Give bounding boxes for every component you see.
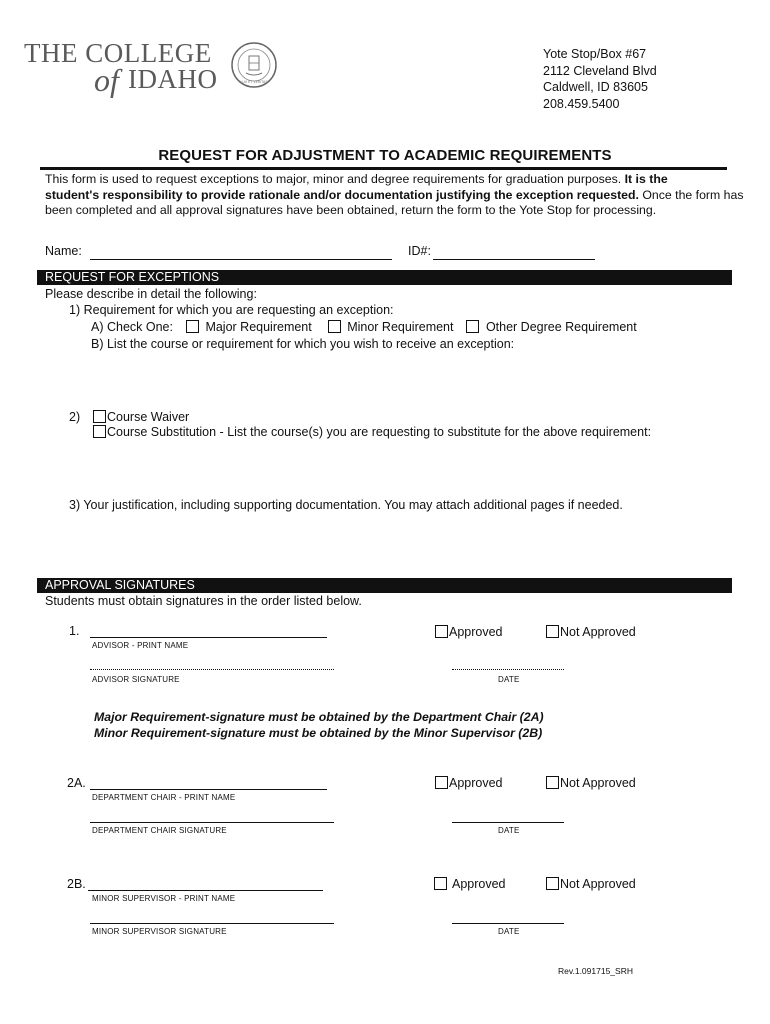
college-address (543, 46, 657, 112)
check-one-row (91, 320, 637, 334)
item-1-label: 1) Requirement for which you are requesting an exception: (69, 303, 394, 317)
item-2-number: 2) (69, 410, 81, 424)
intro-text-1: This form is used to request exceptions to major, minor and degree requirements for graduation purposes. (45, 172, 625, 186)
major-requirement-label: Major Requirement (205, 320, 312, 334)
college-logo (24, 38, 284, 98)
department-chair-date-field[interactable] (452, 810, 564, 823)
minor-requirement-checkbox[interactable] (328, 320, 341, 333)
department-chair-not-approved-checkbox[interactable] (546, 776, 559, 789)
name-label: Name: (45, 244, 82, 258)
logo-line-college: THE COLLEGE (24, 38, 212, 68)
title-divider (40, 167, 727, 170)
advisor-date-field[interactable] (452, 657, 564, 670)
item-2-response-area[interactable] (91, 442, 721, 492)
department-chair-print-name-field[interactable] (90, 776, 327, 790)
minor-supervisor-approved-option (434, 877, 506, 891)
other-degree-requirement-checkbox[interactable] (466, 320, 479, 333)
minor-supervisor-approved-checkbox[interactable] (434, 877, 447, 890)
major-requirement-note: Major Requirement-signature must be obtained by the Department Chair (2A) (94, 710, 544, 724)
major-requirement-checkbox[interactable] (186, 320, 199, 333)
department-chair-signature-field[interactable] (90, 810, 334, 823)
minor-supervisor-print-name-label: MINOR SUPERVISOR - PRINT NAME (92, 894, 236, 903)
intro-text-2: Once the form has (638, 187, 744, 202)
item-3-label: 3) Your justification, including supporting documentation. You may attach additional pages if needed. (69, 498, 623, 512)
address-line-1: Yote Stop/Box #67 (543, 47, 647, 61)
address-line-3: Caldwell, ID 83605 (543, 80, 648, 94)
intro-paragraph (45, 172, 744, 219)
intro-bold-1: It is the (624, 172, 668, 186)
revision-code: Rev.1.091715_SRH (558, 966, 633, 976)
department-chair-approved-checkbox[interactable] (435, 776, 448, 789)
minor-supervisor-not-approved-option (546, 877, 636, 891)
minor-supervisor-not-approved-checkbox[interactable] (546, 877, 559, 890)
advisor-not-approved-option (546, 625, 636, 639)
minor-supervisor-date-field[interactable] (452, 911, 564, 924)
minor-requirement-note: Minor Requirement-signature must be obtained by the Minor Supervisor (2B) (94, 726, 543, 740)
logo-of: of (94, 62, 119, 98)
advisor-approved-option (435, 625, 503, 639)
id-field[interactable] (433, 244, 595, 260)
minor-supervisor-signature-label: MINOR SUPERVISOR SIGNATURE (92, 927, 227, 936)
advisor-signature-field[interactable] (90, 657, 334, 670)
approved-label: Approved (449, 625, 503, 639)
not-approved-label: Not Approved (560, 625, 636, 639)
advisor-print-name-field[interactable] (90, 624, 327, 638)
course-substitution-row (93, 425, 651, 439)
course-waiver-checkbox[interactable] (93, 410, 106, 423)
address-line-4: 208.459.5400 (543, 96, 620, 111)
intro-bold-2: student's responsibility to provide rationale and/or documentation justifying the exception requested. (45, 187, 639, 202)
department-chair-date-label: DATE (498, 826, 520, 835)
item-1b-label: B) List the course or requirement for which you wish to receive an exception: (91, 337, 515, 351)
exceptions-section-header: REQUEST FOR EXCEPTIONS (37, 270, 732, 285)
item-3-response-area[interactable] (91, 515, 721, 570)
approval-instructions: Students must obtain signatures in the order listed below. (45, 594, 362, 608)
approved-label: Approved (452, 877, 506, 891)
name-field[interactable] (90, 244, 392, 260)
department-chair-number: 2A. (67, 776, 86, 790)
item-1b-response-area[interactable] (91, 354, 721, 402)
advisor-print-name-label: ADVISOR - PRINT NAME (92, 641, 189, 650)
course-waiver-label: Course Waiver (107, 410, 190, 424)
department-chair-not-approved-option (546, 776, 636, 790)
course-substitution-checkbox[interactable] (93, 425, 106, 438)
intro-text-3: been completed and all approval signatures have been obtained, return the form to the Yote Stop for processing. (45, 203, 657, 217)
department-chair-print-name-label: DEPARTMENT CHAIR - PRINT NAME (92, 793, 236, 802)
signature-note (94, 709, 544, 741)
approved-label: Approved (449, 776, 503, 790)
advisor-date-label: DATE (498, 675, 520, 684)
minor-supervisor-signature-field[interactable] (90, 911, 334, 924)
advisor-not-approved-checkbox[interactable] (546, 625, 559, 638)
form-title: REQUEST FOR ADJUSTMENT TO ACADEMIC REQUIREMENTS (158, 147, 612, 164)
check-one-label: A) Check One: (91, 320, 173, 334)
describe-instructions: Please describe in detail the following: (45, 287, 257, 301)
id-label: ID#: (408, 244, 431, 258)
other-degree-requirement-label: Other Degree Requirement (485, 320, 637, 334)
advisor-number: 1. (69, 624, 80, 638)
department-chair-approved-option (435, 776, 503, 790)
minor-supervisor-date-label: DATE (498, 927, 520, 936)
logo-idaho: IDAHO (128, 64, 218, 94)
not-approved-label: Not Approved (560, 776, 636, 790)
minor-requirement-label: Minor Requirement (347, 320, 454, 334)
svg-text:LUX ET VERITAS: LUX ET VERITAS (240, 80, 268, 84)
approval-section-header: APPROVAL SIGNATURES (37, 578, 732, 593)
course-substitution-label: Course Substitution - List the course(s) you are requesting to substitute for the above requirement: (107, 425, 652, 439)
advisor-approved-checkbox[interactable] (435, 625, 448, 638)
department-chair-signature-label: DEPARTMENT CHAIR SIGNATURE (92, 826, 227, 835)
college-seal-icon (230, 41, 278, 89)
advisor-signature-label: ADVISOR SIGNATURE (92, 675, 180, 684)
minor-supervisor-print-name-field[interactable] (88, 877, 323, 891)
address-line-2: 2112 Cleveland Blvd (543, 63, 657, 78)
not-approved-label: Not Approved (560, 877, 636, 891)
minor-supervisor-number: 2B. (67, 877, 86, 891)
course-waiver-row (93, 410, 189, 424)
